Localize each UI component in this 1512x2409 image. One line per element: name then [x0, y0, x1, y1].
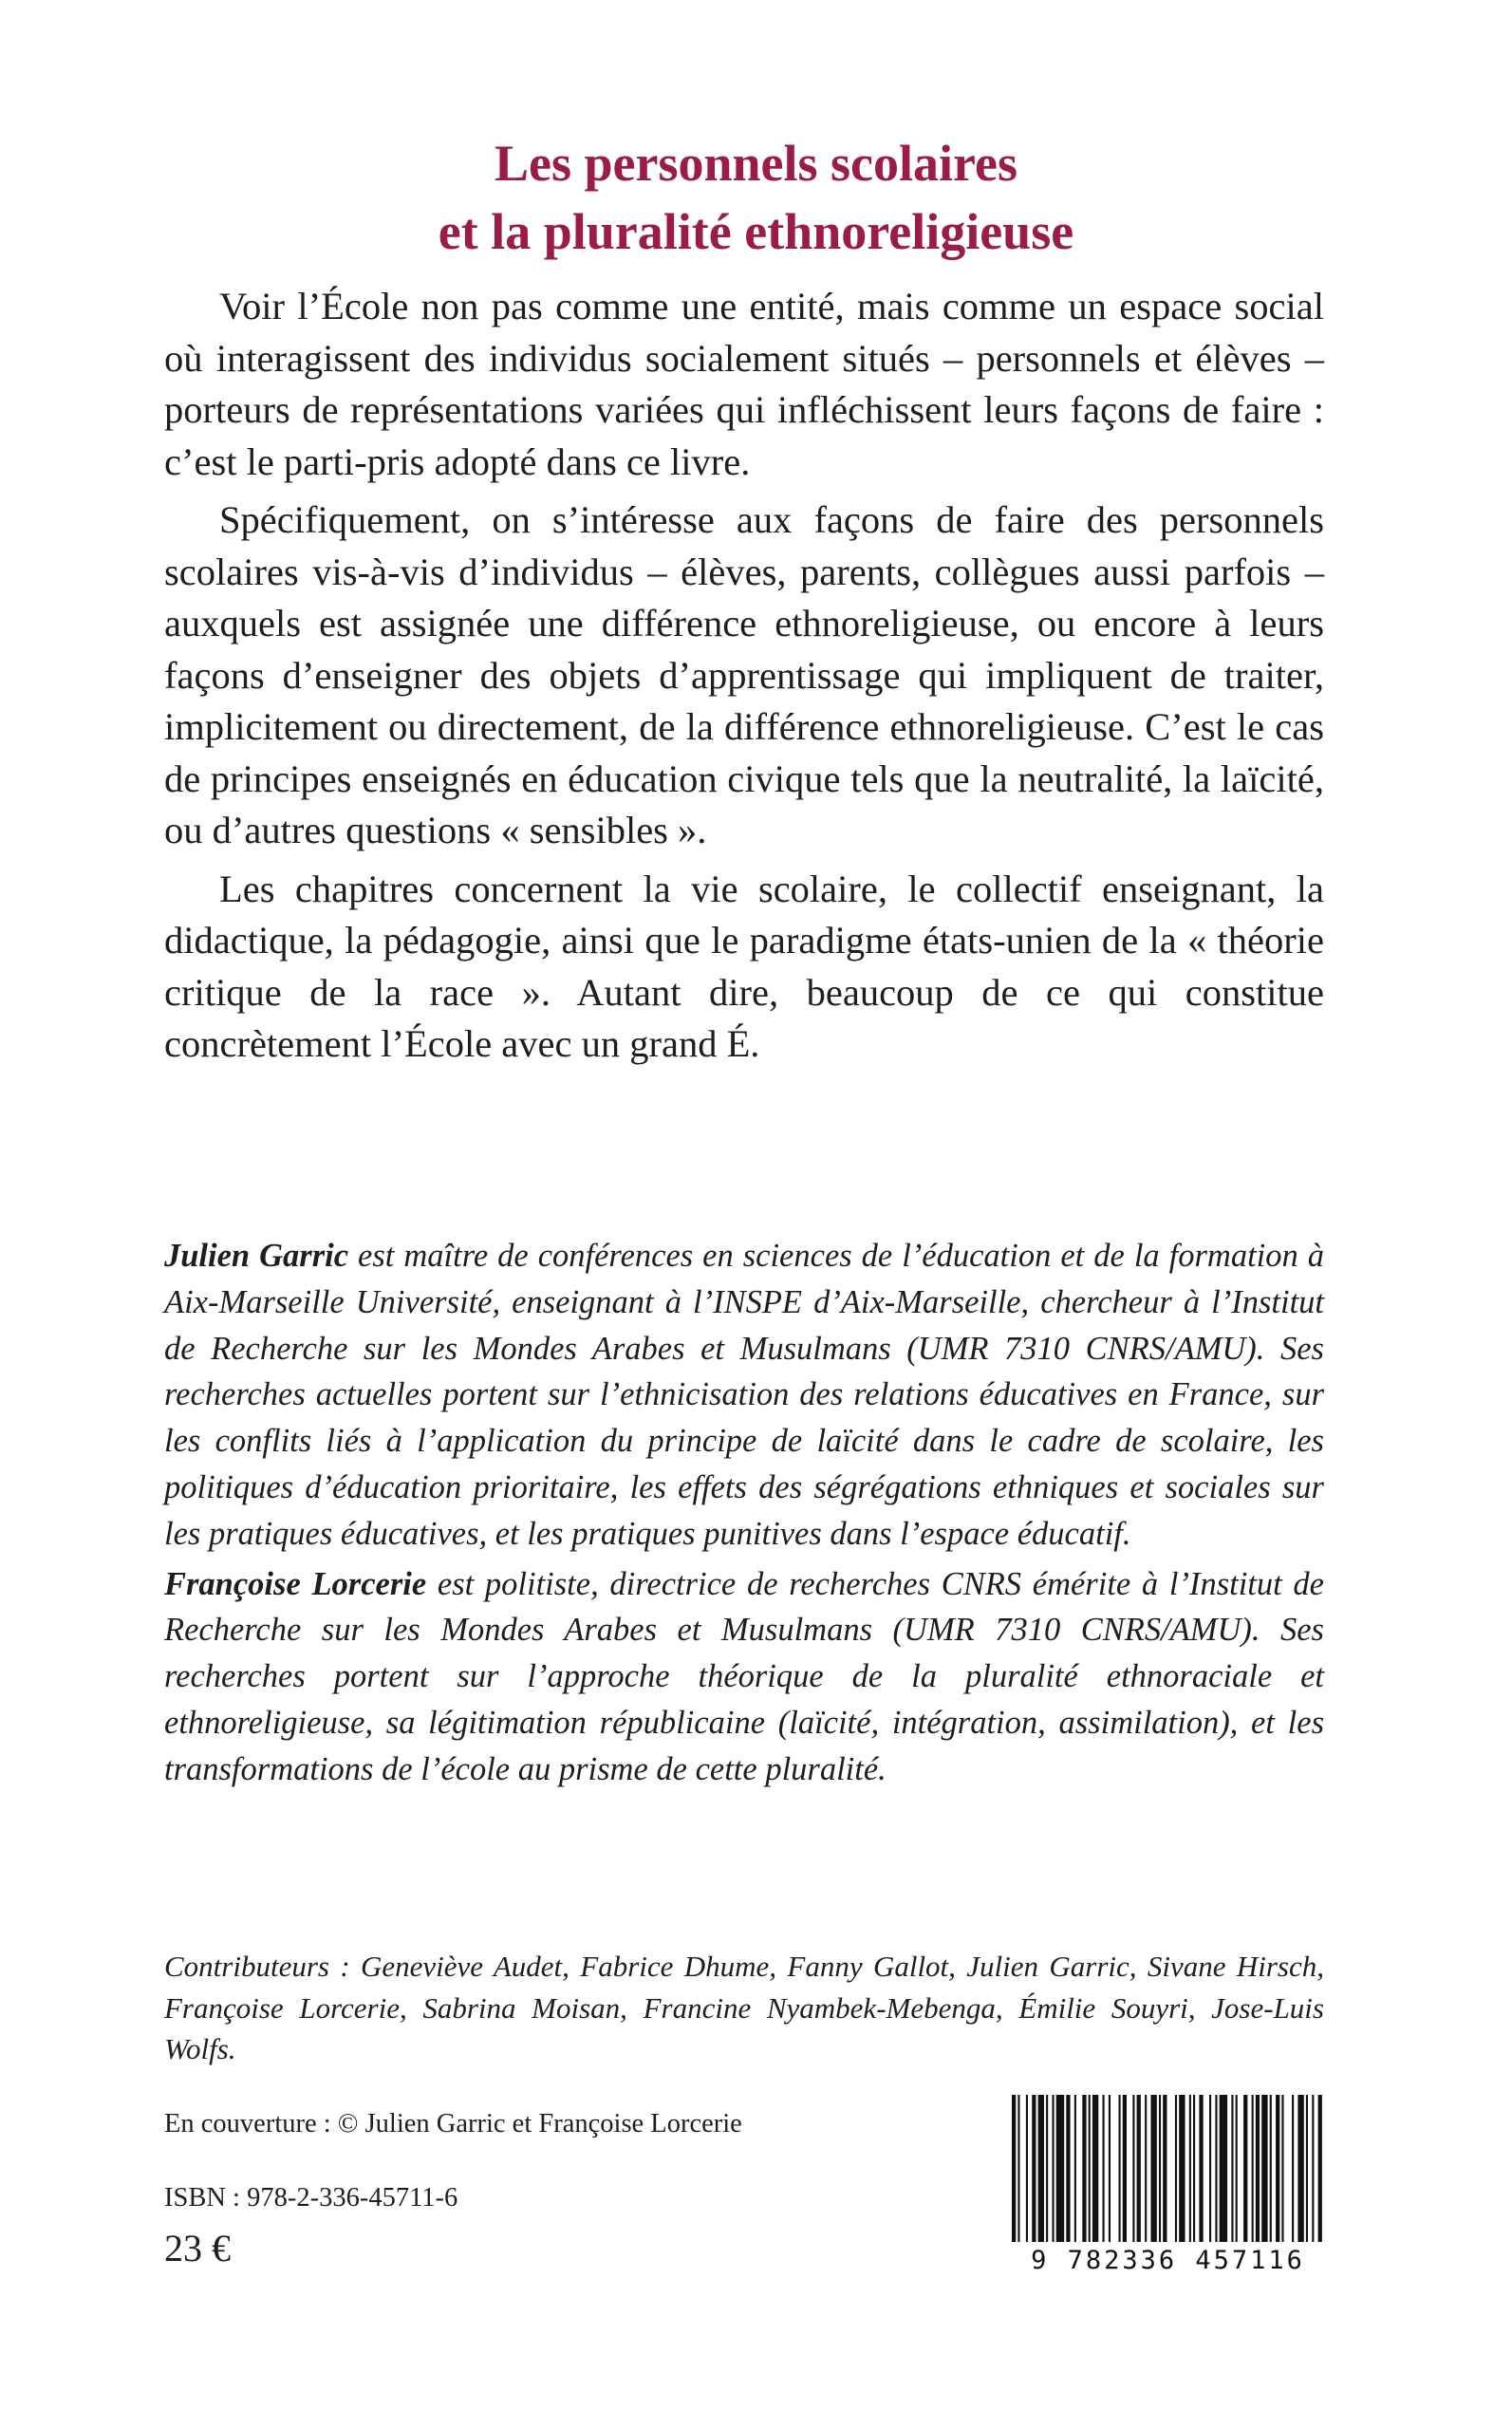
barcode-bar — [1137, 2095, 1141, 2249]
barcode-bars — [1009, 2095, 1327, 2249]
barcode-bar — [1236, 2095, 1238, 2249]
author-name-2: Françoise Lorcerie — [164, 1565, 427, 1602]
barcode-bar — [1252, 2095, 1254, 2249]
barcode-bar — [1123, 2095, 1127, 2249]
barcode-bar — [1032, 2095, 1036, 2249]
barcode-bar — [1281, 2095, 1283, 2249]
cover-credit: En couverture : © Julien Garric et Françoise Lorcerie — [164, 2109, 742, 2138]
barcode — [1009, 2095, 1327, 2285]
barcode-bar — [1163, 2095, 1167, 2249]
title-line-1: Les personnels scolaires — [495, 135, 1017, 192]
summary-paragraph-3: Les chapitres concernent la vie scolaire, le collectif enseignant, la didactique, la pédagogie, ainsi que le paradigme états-unien de la « théorie critique de la race ». Autant dire, beaucoup de ce qui constitue concrètement l’École avec un grand É. — [164, 867, 1324, 1065]
barcode-bar — [1292, 2095, 1294, 2249]
isbn: ISBN : 978-2-336-45711-6 — [164, 2183, 458, 2213]
book-title — [0, 129, 1512, 266]
barcode-bar — [1306, 2095, 1308, 2249]
summary-paragraph-2: Spécifiquement, on s’intéresse aux façons de faire des personnels scolaires vis-à-vis d’individus – élèves, parents, collègues aussi parfois – auxquels est assignée une différence ethnoreligieuse, ou encore à leurs façons d’enseigner des objets d’apprentissage qui impliquent de traiter, implicitement ou directement, de la différence ethnoreligieuse. C’est le cas de principes enseignés en éducation civique tels que la neutralité, la laïcité, ou d’autres questions « sensibles ». — [164, 498, 1324, 851]
author-bio-text-2: est politiste, directrice de recherches CNRS émérite à l’Institut de Recherche sur les Mondes Arabes et Musulmans (UMR 7310 CNRS/AMU). Ses recherches portent sur l’approche théorique de la pluralité ethnoraciale et ethnoreligieuse, sa légitimation républicaine (laïcité, intégration, assimilation), et les transformations de l’école au prisme de cette pluralité. — [164, 1565, 1324, 1787]
barcode-bar — [1017, 2095, 1019, 2249]
author-name-1: Julien Garric — [164, 1238, 349, 1274]
barcode-bar — [1215, 2095, 1217, 2249]
contributors-text: Contributeurs : Geneviève Audet, Fabrice Dhume, Fanny Gallot, Julien Garric, Sivane Hirsch, Françoise Lorcerie, Sabrina Moisan, Francine Nyambek-Mebenga, Émilie Souyri, Jose-Luis Wolfs. — [164, 1950, 1324, 2065]
barcode-bar — [1119, 2095, 1121, 2249]
barcode-bar — [1318, 2095, 1322, 2249]
barcode-bar — [1012, 2095, 1016, 2249]
barcode-bar — [1297, 2095, 1303, 2249]
barcode-bar — [1092, 2095, 1098, 2249]
barcode-bar — [1220, 2095, 1227, 2249]
barcode-bar — [1193, 2095, 1195, 2249]
barcode-bar — [1150, 2095, 1156, 2249]
barcode-bar — [1089, 2095, 1091, 2249]
barcode-bar — [1052, 2095, 1054, 2249]
barcode-bar — [1132, 2095, 1134, 2249]
barcode-bar — [1175, 2095, 1177, 2249]
barcode-bar — [1109, 2095, 1111, 2249]
barcode-bar — [1046, 2095, 1048, 2249]
barcode-bar — [1056, 2095, 1064, 2249]
price: 23 € — [164, 2227, 231, 2269]
barcode-bar — [1312, 2095, 1314, 2249]
barcode-bar — [1082, 2095, 1086, 2249]
barcode-bar — [1159, 2095, 1161, 2249]
barcode-bar — [1199, 2095, 1203, 2249]
barcode-bar — [1270, 2095, 1272, 2249]
barcode-bar — [1209, 2095, 1211, 2249]
author-bio-2 — [164, 1561, 1324, 1793]
summary-paragraph-1: Voir l’École non pas comme une entité, mais comme un espace social où interagissent des individus socialement situés – personnels et élèves – porteurs de représentations variées qui infléchissent leurs façons de faire : c’est le parti-pris adopté dans ce livre. — [164, 285, 1324, 483]
author-bios — [164, 1233, 1324, 1797]
barcode-bar — [1256, 2095, 1260, 2249]
barcode-bar — [1231, 2095, 1233, 2249]
author-bio-1 — [164, 1233, 1324, 1558]
barcode-bar — [1074, 2095, 1076, 2249]
barcode-bar — [1038, 2095, 1044, 2249]
barcode-bar — [1066, 2095, 1070, 2249]
summary — [164, 281, 1324, 1077]
barcode-bar — [1103, 2095, 1105, 2249]
contributors — [164, 1946, 1324, 2070]
barcode-digits: 9 782336 457116 — [1009, 2242, 1327, 2280]
barcode-bar — [1189, 2095, 1191, 2249]
barcode-bar — [1145, 2095, 1147, 2249]
barcode-bar — [1261, 2095, 1267, 2249]
barcode-bar — [1276, 2095, 1279, 2249]
author-bio-text-1: est maître de conférences en sciences de l’éducation et de la formation à Aix-Marseille Université, enseignant à l’INSPE d’Aix-Marseille, chercheur à l’Institut de Recherche sur les Mondes Arabes et Musulmans (UMR 7310 CNRS/AMU). Ses recherches actuelles portent sur l’ethnicisation des relations éducatives en France, sur les conflits liés à l’application du principe de laïcité dans le cadre de scolaire, les politiques d’éducation prioritaire, les effets des ségrégations ethniques et sociales sur les pratiques éducatives, et les pratiques punitives dans l’espace éducatif. — [164, 1238, 1324, 1552]
barcode-bar — [1179, 2095, 1185, 2249]
barcode-bar — [1026, 2095, 1028, 2249]
barcode-bar — [1243, 2095, 1247, 2249]
title-line-2: et la pluralité ethnoreligieuse — [438, 203, 1074, 260]
